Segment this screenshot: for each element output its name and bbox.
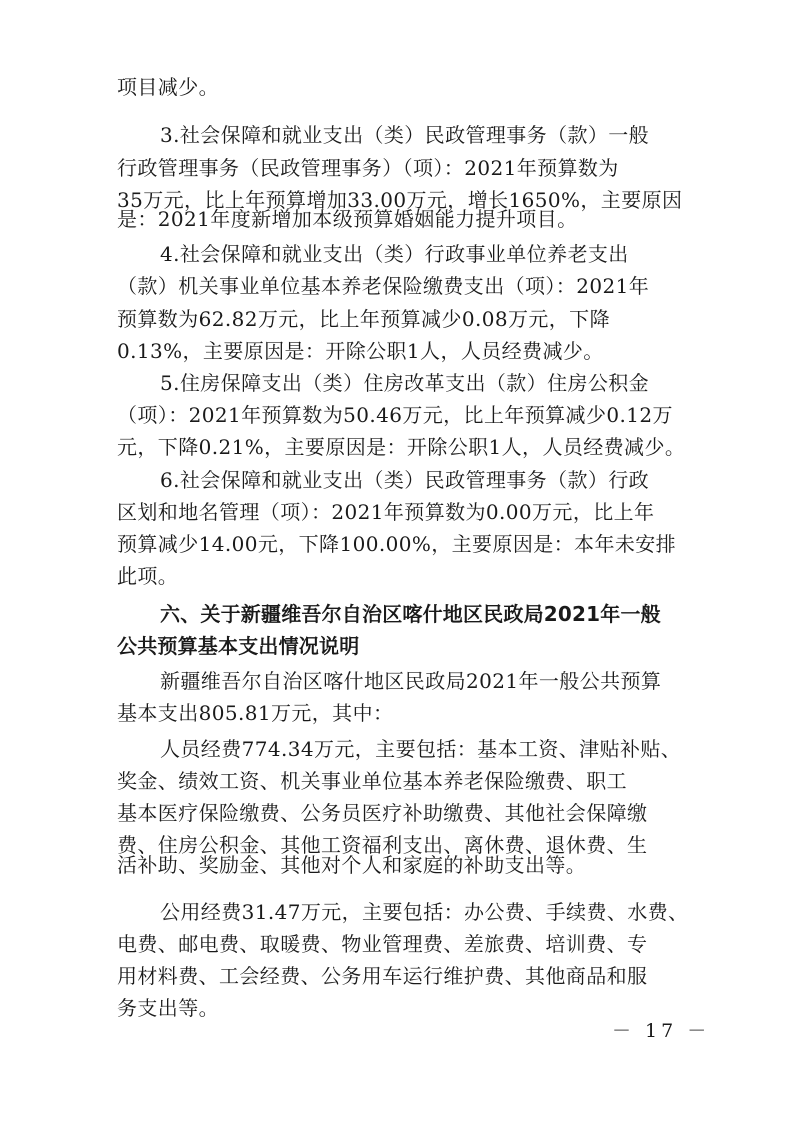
text-line: 费、住房公积金、其他工资福利支出、离休费、退休费、生	[117, 833, 648, 857]
text-line: 0.13%，主要原因是：开除公职1人，人员经费减少。	[117, 339, 604, 363]
text-line: 是：2021年度新增加本级预算婚姻能力提升项目。	[117, 207, 578, 231]
page-number: － 17 －	[612, 1020, 711, 1042]
text-line: （项）：2021年预算数为50.46万元，比上年预算减少0.12万	[117, 403, 673, 427]
text-line: 5.住房保障支出（类）住房改革支出（款）住房公积金	[160, 371, 650, 395]
text-line: 活补助、奖励金、其他对个人和家庭的补助支出等。	[117, 853, 587, 877]
text-line: 行政管理事务（民政管理事务）（项）：2021年预算数为	[117, 156, 619, 180]
text-line: 奖金、绩效工资、机关事业单位基本养老保险缴费、职工	[117, 769, 627, 793]
text-line: 新疆维吾尔自治区喀什地区民政局2021年一般公共预算	[160, 669, 662, 693]
text-line: 公用经费31.47万元，主要包括：办公费、手续费、水费、	[160, 900, 689, 924]
text-line: 4.社会保障和就业支出（类）行政事业单位养老支出	[160, 242, 629, 266]
text-line: 元，下降0.21%，主要原因是：开除公职1人，人员经费减少。	[117, 435, 686, 459]
text-line: 务支出等。	[117, 996, 219, 1020]
text-line: 预算数为62.82万元，比上年预算减少0.08万元，下降	[117, 307, 610, 331]
text-line: （款）机关事业单位基本养老保险缴费支出（项）：2021年	[117, 274, 650, 298]
text-line: 人员经费774.34万元，主要包括：基本工资、津贴补贴、	[160, 737, 682, 761]
text-line: 区划和地名管理（项）：2021年预算数为0.00万元，比上年	[117, 500, 655, 524]
text-line: 3.社会保障和就业支出（类）民政管理事务（款）一般	[160, 123, 650, 147]
text-line: 电费、邮电费、取暖费、物业管理费、差旅费、培训费、专	[117, 932, 648, 956]
text-line: 用材料费、工会经费、公务用车运行维护费、其他商品和服	[117, 964, 648, 988]
text-line: 基本支出805.81万元，其中：	[117, 701, 394, 725]
text-line: 6.社会保障和就业支出（类）民政管理事务（款）行政	[160, 468, 650, 492]
text-line: 预算减少14.00元，下降100.00%，主要原因是：本年未安排	[117, 532, 677, 556]
section-heading: 公共预算基本支出情况说明	[117, 634, 360, 658]
section-heading: 六、关于新疆维吾尔自治区喀什地区民政局2021年一般	[160, 602, 661, 626]
text-line: 基本医疗保险缴费、公务员医疗补助缴费、其他社会保障缴	[117, 801, 648, 825]
text-line: 35万元，比上年预算增加33.00万元，增长1650%，主要原因	[117, 188, 683, 212]
text-line: 项目减少。	[117, 75, 219, 99]
text-line: 此项。	[117, 564, 179, 588]
